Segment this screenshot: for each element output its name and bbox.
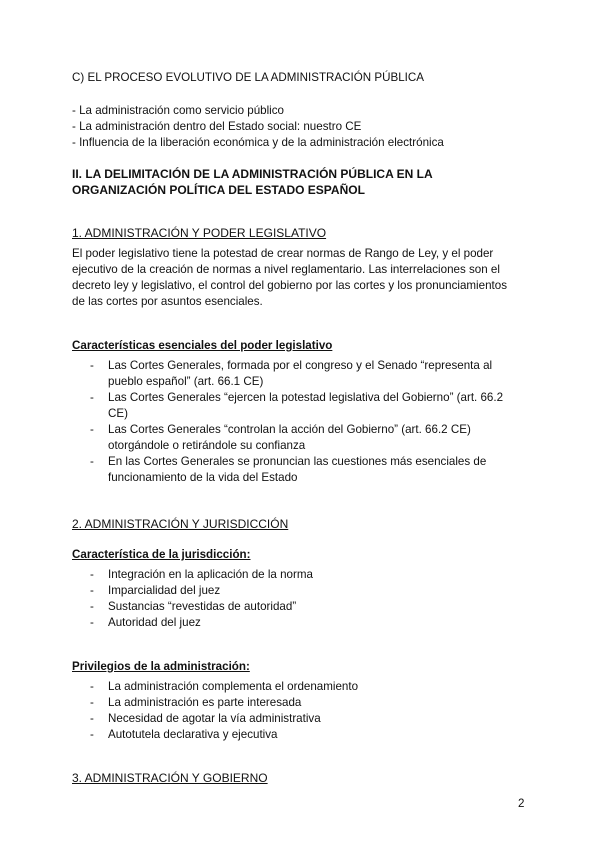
list-item-line: Las Cortes Generales, formada por el congreso y el Senado “representa al — [108, 359, 493, 372]
dash-bullet-icon: - — [90, 455, 94, 468]
paragraph-line: decreto ley y legislativo, el control del gobierno por las cortes y los pronunciamientos — [72, 279, 507, 292]
list-item-line: Autotutela declarativa y ejecutiva — [108, 728, 278, 741]
section-ii-title — [72, 166, 433, 198]
list-item-line: Autoridad del juez — [108, 616, 201, 629]
section-c-list — [72, 103, 444, 151]
page-number: 2 — [518, 797, 525, 810]
subsection-2-heading: 2. ADMINISTRACIÓN Y JURISDICCIÓN — [72, 517, 289, 531]
list-item-line: Sustancias “revestidas de autoridad” — [108, 600, 297, 613]
section-ii-title-line: ORGANIZACIÓN POLÍTICA DEL ESTADO ESPAÑOL — [72, 183, 365, 197]
list-item-line: Necesidad de agotar la vía administrativa — [108, 712, 321, 725]
section-c-title: C) EL PROCESO EVOLUTIVO DE LA ADMINISTRACIÓN PÚBLICA — [72, 71, 424, 84]
list-item-line: otorgándole o retirándole su confianza — [108, 439, 306, 452]
list-item — [90, 679, 520, 695]
list-item — [90, 390, 520, 422]
list-item — [90, 422, 520, 454]
list-item — [90, 567, 520, 583]
legislative-features-list — [90, 358, 520, 486]
paragraph-line: ejecutivo de la creación de normas a nivel reglamentario. Las interrelaciones son el — [72, 263, 500, 276]
list-item — [90, 358, 520, 390]
section-c-item: - Influencia de la liberación económica y de la administración electrónica — [72, 136, 444, 149]
section-ii-title-line: II. LA DELIMITACIÓN DE LA ADMINISTRACIÓN PÚBLICA EN LA — [72, 167, 433, 181]
subsection-1-heading: 1. ADMINISTRACIÓN Y PODER LEGISLATIVO — [72, 226, 327, 240]
list-item-line: Las Cortes Generales “ejercen la potestad legislativa del Gobierno” (art. 66.2 — [108, 391, 504, 404]
legislative-features-heading: Características esenciales del poder legislativo — [72, 338, 333, 352]
list-item — [90, 599, 520, 615]
list-item-line: pueblo español” (art. 66.1 CE) — [108, 375, 264, 388]
dash-bullet-icon: - — [90, 391, 94, 404]
list-item-line: Integración en la aplicación de la norma — [108, 568, 313, 581]
jurisdiction-heading: Característica de la jurisdicción: — [72, 547, 251, 561]
list-item — [90, 615, 520, 631]
dash-bullet-icon: - — [90, 423, 94, 436]
section-c-item: - La administración dentro del Estado social: nuestro CE — [72, 120, 362, 133]
list-item-line: La administración complementa el ordenamiento — [108, 680, 359, 693]
privileges-list — [90, 679, 520, 743]
list-item-line: CE) — [108, 407, 128, 420]
dash-bullet-icon: - — [90, 584, 94, 597]
paragraph-line: de las cortes por asuntos esenciales. — [72, 295, 263, 308]
legislative-paragraph — [72, 246, 534, 310]
document-page — [72, 0, 532, 848]
list-item — [90, 711, 520, 727]
dash-bullet-icon: - — [90, 712, 94, 725]
list-item — [90, 695, 520, 711]
dash-bullet-icon: - — [90, 680, 94, 693]
dash-bullet-icon: - — [90, 568, 94, 581]
paragraph-line: El poder legislativo tiene la potestad de crear normas de Rango de Ley, y el poder — [72, 247, 494, 260]
list-item-line: La administración es parte interesada — [108, 696, 302, 709]
list-item — [90, 583, 520, 599]
list-item-line: Las Cortes Generales “controlan la acción del Gobierno” (art. 66.2 CE) — [108, 423, 471, 436]
dash-bullet-icon: - — [90, 616, 94, 629]
dash-bullet-icon: - — [90, 359, 94, 372]
section-c-item: - La administración como servicio público — [72, 104, 284, 117]
jurisdiction-list — [90, 567, 520, 631]
list-item — [90, 454, 520, 486]
dash-bullet-icon: - — [90, 696, 94, 709]
list-item-line: En las Cortes Generales se pronuncian las cuestiones más esenciales de — [108, 455, 487, 468]
list-item-line: Imparcialidad del juez — [108, 584, 221, 597]
list-item — [90, 727, 520, 743]
subsection-3-heading: 3. ADMINISTRACIÓN Y GOBIERNO — [72, 771, 268, 785]
dash-bullet-icon: - — [90, 600, 94, 613]
privileges-heading: Privilegios de la administración: — [72, 659, 250, 673]
dash-bullet-icon: - — [90, 728, 94, 741]
list-item-line: funcionamiento de la vida del Estado — [108, 471, 298, 484]
